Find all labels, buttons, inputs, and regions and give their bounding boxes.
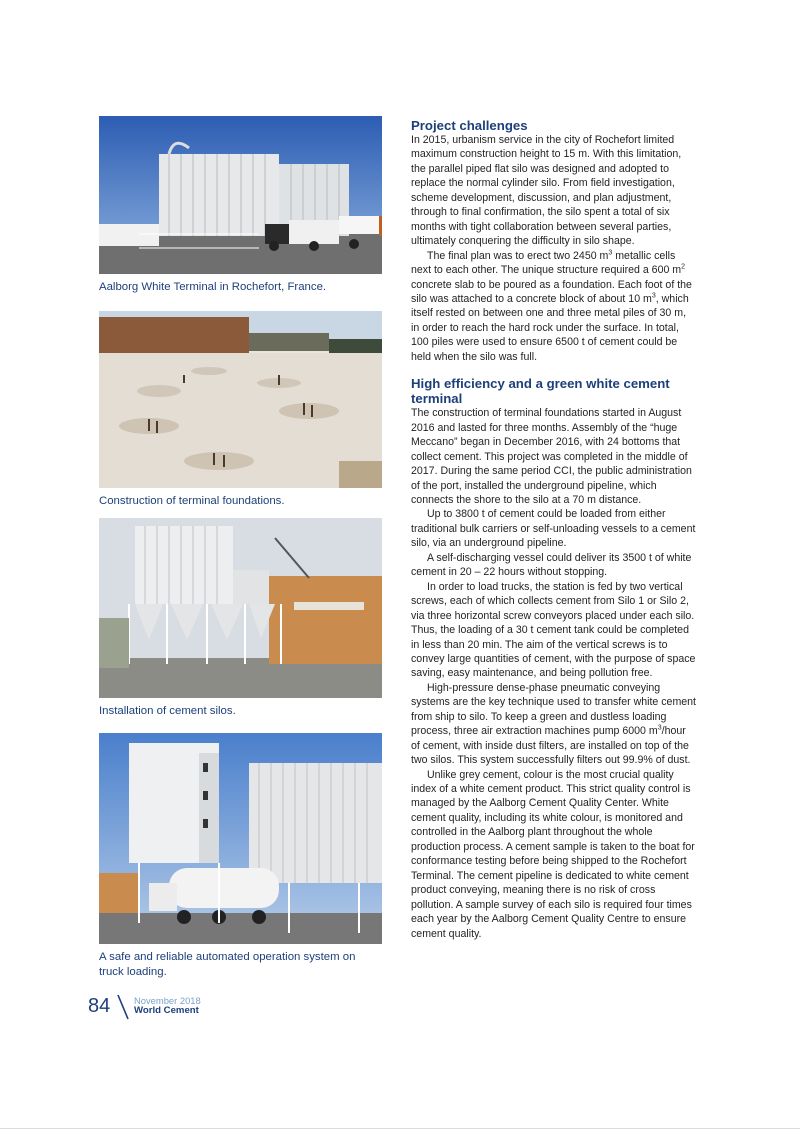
superscript: 2 <box>681 263 686 271</box>
paragraph: Unlike grey cement, colour is the most crucial quality index of a white cement product. This strict quality control is managed by the Aalborg Cement Quality Center. White cement quality, including its white colour, is monitored and controlled in the Aalborg plant throughout the whole production process. A cement sample is taken to the boat for conformance testing before being shipped to the Rochefort Terminal. The cement pipeline is dedicated to white cement product conveying, meaning there is no risk of cross pollution. A sample survey of each silo is required four times each year by the Aalborg Cement Quality Centre to ensure cement quality. <box>411 768 695 940</box>
paragraph: Up to 3800 t of cement could be loaded from either traditional bulk carriers or self-unloading vessels to a cement silo, via an underground pipeline. <box>411 508 696 550</box>
backslash-divider-icon <box>116 994 130 1020</box>
paragraph: In order to load trucks, the station is fed by two vertical screws, each of which collects cement from Silo 1 or Silo 2, via three horizontal screw conveyors placed under each silo. Thus, the loading of a 30 t cement tank could be completed in less than 20 min. The aim of the vertical screws is to convey large quantities of cement, with the purpose of space saving, easy maintenance, and being pollution free. <box>411 580 696 680</box>
figure-caption: Construction of terminal foundations. <box>99 495 285 507</box>
text-run: , which itself rested on between one and three metal piles of 30 m, in order to reach the hard rock under the surface. In total, 100 piles were used to ensure 6500 t of cement could be held when the silo was full. <box>411 292 689 363</box>
text-run: The final plan was to erect two 2450 m <box>427 249 609 262</box>
text-run: metallic cells next to each other. The unique structure required a 600 m <box>411 249 682 277</box>
issue-date: November 2018 <box>134 995 201 1006</box>
figure-caption: A safe and reliable automated operation system on truck loading. <box>99 951 356 978</box>
figure-caption: Installation of cement silos. <box>99 705 236 717</box>
magazine-name: World Cement <box>134 1005 199 1016</box>
paragraph <box>411 249 696 365</box>
figure-terminal <box>99 116 382 295</box>
text-run: concrete slab to be poured as a foundation. Each foot of the silo was attached to a concrete block of about 10 m <box>411 278 692 305</box>
figure-truck-loading <box>99 733 382 980</box>
figure-foundations <box>99 311 382 509</box>
superscript: 3 <box>608 249 613 257</box>
section-heading-challenges: Project challenges <box>411 118 528 133</box>
text-run: High-pressure dense-phase pneumatic conveying systems are the key technique used to transfer white cement from ship to silo. To keep a green and dustless loading process, three air extraction machines pump 6000 m <box>411 681 696 738</box>
photo-silos <box>99 518 382 698</box>
superscript: 3 <box>651 292 656 300</box>
photo-foundations <box>99 311 382 488</box>
figure-silos <box>99 518 382 719</box>
section-heading-efficiency: High efficiency and a green white cement terminal <box>411 376 670 407</box>
figure-caption: Aalborg White Terminal in Rochefort, France. <box>99 281 327 293</box>
text-run: /hour of cement, with inside dust filters, are installed on top of the two silos. This system successfully filters out 99.9% of dust. <box>411 725 691 767</box>
superscript: 3 <box>657 724 662 732</box>
paragraph: The construction of terminal foundations started in August 2016 and lasted for three months. Assembly of the “huge Meccano” began in December 2016, with 24 bottoms that collect cement. This project was completed in the middle of 2017. During the same period CCI, the public administration of the port, installed the underground pipeline, which connects the shore to the silo at a 70 m distance. <box>411 407 692 506</box>
photo-terminal <box>99 116 382 274</box>
paragraph: In 2015, urbanism service in the city of Rochefort limited maximum construction height to 15 m. With this limitation, the parallel piped flat silo was designed and adopted to replace the normal cylinder silo. From field investigation, scheme development, discussion, and plan adjustment, through to final confirmation, the silo spent a total of six months with tight collaboration between several parties, ultimately conquering the difficulty in silo shape. <box>411 134 682 248</box>
paragraph <box>411 681 696 768</box>
scan-edge-line <box>0 1128 800 1129</box>
article-column <box>411 118 696 941</box>
photo-truck-loading <box>99 733 382 944</box>
page-number: 84 <box>88 995 111 1017</box>
paragraph: A self-discharging vessel could deliver its 3500 t of white cement in 20 – 22 hours without stopping. <box>411 551 692 579</box>
